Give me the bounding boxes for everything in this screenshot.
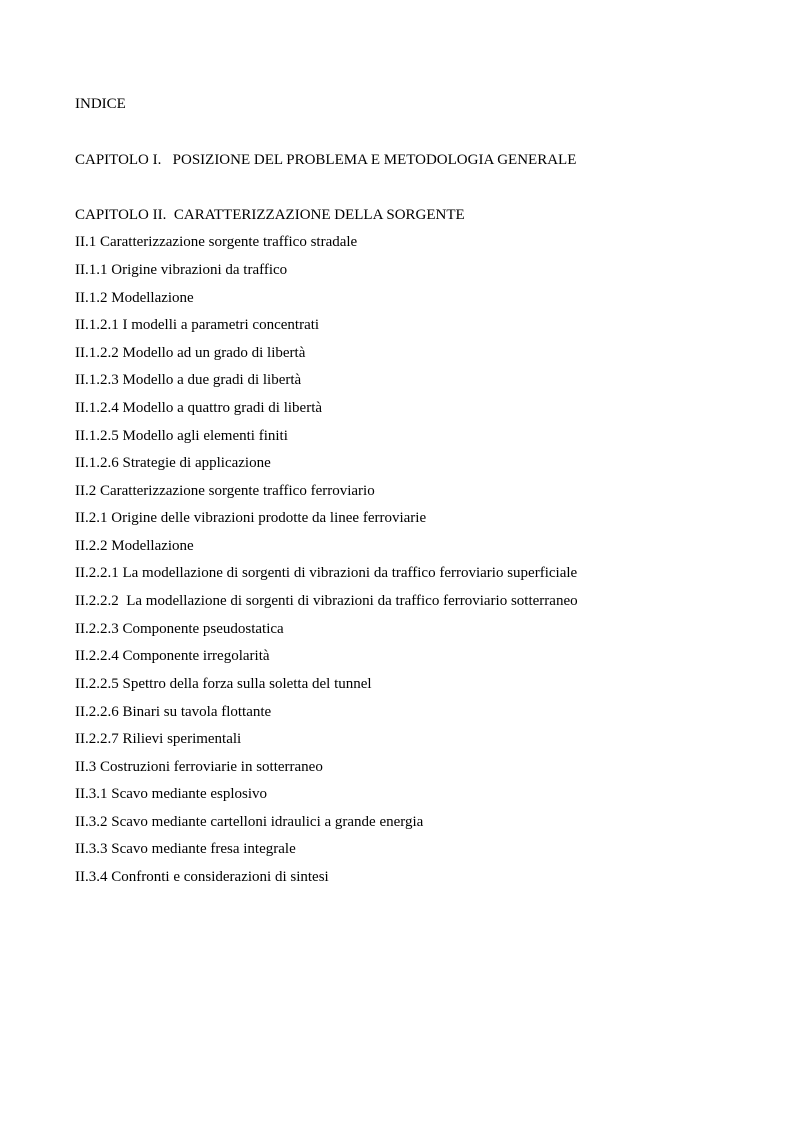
toc-entry: II.1.1 Origine vibrazioni da traffico — [75, 262, 288, 278]
toc-entry: II.1.2.6 Strategie di applicazione — [75, 455, 271, 471]
toc-entry: II.1.2.5 Modello agli elementi finiti — [75, 428, 288, 444]
toc-entry: II.1.2.2 Modello ad un grado di libertà — [75, 345, 306, 361]
toc-entry: II.2.2.5 Spettro della forza sulla soletta del tunnel — [75, 676, 372, 692]
toc-entry: II.1 Caratterizzazione sorgente traffico stradale — [75, 234, 358, 250]
toc-entry: II.2.2.6 Binari su tavola flottante — [75, 704, 272, 720]
toc-entry: II.2.2.7 Rilievi sperimentali — [75, 731, 242, 747]
toc-entry: II.2.2.3 Componente pseudostatica — [75, 621, 284, 637]
toc-entry: II.2.2.1 La modellazione di sorgenti di vibrazioni da traffico ferroviario superficiale — [75, 565, 578, 581]
toc-entry: II.2 Caratterizzazione sorgente traffico ferroviario — [75, 483, 375, 499]
toc-entry: II.3.2 Scavo mediante cartelloni idraulici a grande energia — [75, 814, 424, 830]
toc-entry: II.3.1 Scavo mediante esplosivo — [75, 786, 268, 802]
toc-entry: II.3 Costruzioni ferroviarie in sotterraneo — [75, 759, 323, 775]
toc-entry: II.1.2.1 I modelli a parametri concentrati — [75, 317, 320, 333]
toc-entry: II.2.2.2 La modellazione di sorgenti di vibrazioni da traffico ferroviario sotterraneo — [75, 593, 578, 609]
toc-entry: II.1.2.3 Modello a due gradi di libertà — [75, 372, 302, 388]
toc-entry: II.2.1 Origine delle vibrazioni prodotte da linee ferroviarie — [75, 510, 427, 526]
chapter-2-heading: CAPITOLO II. CARATTERIZZAZIONE DELLA SORGENTE — [75, 207, 465, 223]
page-title: INDICE — [75, 96, 126, 112]
chapter-1-heading: CAPITOLO I. POSIZIONE DEL PROBLEMA E METODOLOGIA GENERALE — [75, 152, 577, 168]
toc-entry: II.3.3 Scavo mediante fresa integrale — [75, 841, 296, 857]
toc-entry: II.2.2 Modellazione — [75, 538, 194, 554]
toc-entry: II.1.2.4 Modello a quattro gradi di libertà — [75, 400, 323, 416]
toc-entry: II.1.2 Modellazione — [75, 290, 194, 306]
toc-entry: II.3.4 Confronti e considerazioni di sintesi — [75, 869, 329, 885]
toc-entry: II.2.2.4 Componente irregolarità — [75, 648, 270, 664]
